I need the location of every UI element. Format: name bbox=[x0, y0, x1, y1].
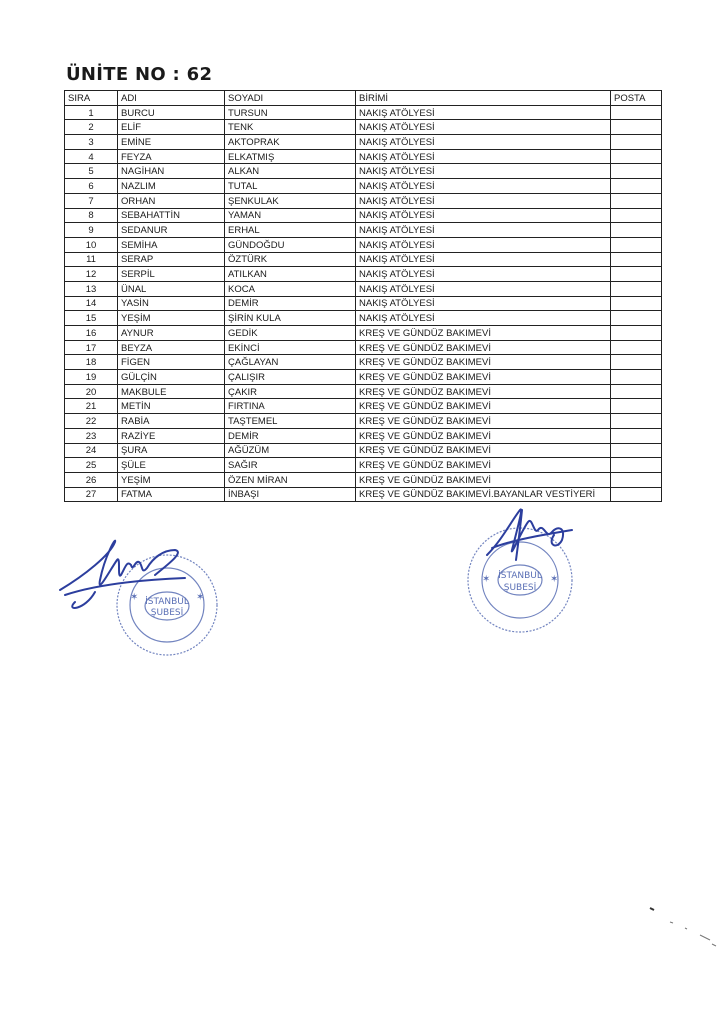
cell-sira: 24 bbox=[65, 443, 118, 458]
cell-posta bbox=[611, 296, 662, 311]
cell-birimi: NAKIŞ ATÖLYESİ bbox=[356, 193, 611, 208]
cell-birimi: KREŞ VE GÜNDÜZ BAKIMEVİ bbox=[356, 458, 611, 473]
right-signature-stamp bbox=[462, 500, 592, 650]
cell-posta bbox=[611, 458, 662, 473]
cell-posta bbox=[611, 105, 662, 120]
cell-soyadi: ATILKAN bbox=[225, 267, 356, 282]
document-title: ÜNİTE NO : 62 bbox=[66, 64, 213, 85]
cell-adi: ÜNAL bbox=[118, 281, 225, 296]
cell-adi: ELİF bbox=[118, 120, 225, 135]
cell-posta bbox=[611, 326, 662, 341]
cell-soyadi: SAĞIR bbox=[225, 458, 356, 473]
scan-artifact-marks bbox=[640, 900, 720, 950]
cell-birimi: KREŞ VE GÜNDÜZ BAKIMEVİ bbox=[356, 326, 611, 341]
cell-posta bbox=[611, 252, 662, 267]
table-header-row bbox=[65, 91, 662, 106]
cell-soyadi: İNBAŞI bbox=[225, 487, 356, 502]
table-row bbox=[65, 355, 662, 370]
cell-soyadi: TURSUN bbox=[225, 105, 356, 120]
cell-adi: GÜLÇİN bbox=[118, 370, 225, 385]
left-stamp-star-icon: ✶ bbox=[130, 592, 139, 603]
cell-adi: SEBAHATTİN bbox=[118, 208, 225, 223]
cell-adi: YASİN bbox=[118, 296, 225, 311]
header-birimi: BİRİMİ bbox=[356, 91, 611, 106]
cell-adi: FATMA bbox=[118, 487, 225, 502]
cell-birimi: KREŞ VE GÜNDÜZ BAKIMEVİ bbox=[356, 414, 611, 429]
table-row bbox=[65, 370, 662, 385]
cell-posta bbox=[611, 179, 662, 194]
cell-sira: 10 bbox=[65, 237, 118, 252]
table-row bbox=[65, 399, 662, 414]
cell-birimi: NAKIŞ ATÖLYESİ bbox=[356, 281, 611, 296]
cell-adi: NAZLIM bbox=[118, 179, 225, 194]
cell-adi: FİGEN bbox=[118, 355, 225, 370]
table-row bbox=[65, 149, 662, 164]
cell-sira: 20 bbox=[65, 384, 118, 399]
cell-adi: NAGİHAN bbox=[118, 164, 225, 179]
table-row bbox=[65, 458, 662, 473]
cell-birimi: NAKIŞ ATÖLYESİ bbox=[356, 267, 611, 282]
cell-posta bbox=[611, 281, 662, 296]
table-row bbox=[65, 267, 662, 282]
cell-posta bbox=[611, 208, 662, 223]
cell-birimi: NAKIŞ ATÖLYESİ bbox=[356, 208, 611, 223]
cell-adi: SEDANUR bbox=[118, 223, 225, 238]
cell-birimi: KREŞ VE GÜNDÜZ BAKIMEVİ.BAYANLAR VESTİYERİ bbox=[356, 487, 611, 502]
cell-soyadi: ŞİRİN KULA bbox=[225, 311, 356, 326]
cell-posta bbox=[611, 384, 662, 399]
table-row bbox=[65, 281, 662, 296]
cell-sira: 23 bbox=[65, 428, 118, 443]
right-stamp-star-icon: ✶ bbox=[550, 574, 559, 585]
cell-sira: 17 bbox=[65, 340, 118, 355]
cell-adi: RABİA bbox=[118, 414, 225, 429]
cell-soyadi: ÇAKIR bbox=[225, 384, 356, 399]
header-sira: SIRA bbox=[65, 91, 118, 106]
cell-adi: BEYZA bbox=[118, 340, 225, 355]
table-body bbox=[65, 105, 662, 502]
right-stamp-branch-line2: ŞUBESİ bbox=[503, 583, 537, 593]
cell-posta bbox=[611, 443, 662, 458]
cell-sira: 19 bbox=[65, 370, 118, 385]
right-stamp-branch-line1: İSTANBUL bbox=[498, 571, 542, 581]
cell-birimi: KREŞ VE GÜNDÜZ BAKIMEVİ bbox=[356, 340, 611, 355]
cell-posta bbox=[611, 193, 662, 208]
cell-birimi: NAKIŞ ATÖLYESİ bbox=[356, 120, 611, 135]
table-row bbox=[65, 340, 662, 355]
right-stamp-star-icon: ✶ bbox=[482, 574, 491, 585]
cell-birimi: NAKIŞ ATÖLYESİ bbox=[356, 311, 611, 326]
table-row bbox=[65, 105, 662, 120]
roster-table bbox=[64, 90, 662, 502]
cell-sira: 12 bbox=[65, 267, 118, 282]
cell-birimi: KREŞ VE GÜNDÜZ BAKIMEVİ bbox=[356, 384, 611, 399]
table-row bbox=[65, 208, 662, 223]
cell-birimi: NAKIŞ ATÖLYESİ bbox=[356, 149, 611, 164]
cell-posta bbox=[611, 414, 662, 429]
left-stamp-branch-line1: İSTANBUL bbox=[145, 597, 189, 607]
cell-birimi: KREŞ VE GÜNDÜZ BAKIMEVİ bbox=[356, 355, 611, 370]
cell-soyadi: DEMİR bbox=[225, 428, 356, 443]
header-adi: ADI bbox=[118, 91, 225, 106]
table-row bbox=[65, 237, 662, 252]
cell-posta bbox=[611, 135, 662, 150]
cell-adi: METİN bbox=[118, 399, 225, 414]
cell-birimi: KREŞ VE GÜNDÜZ BAKIMEVİ bbox=[356, 428, 611, 443]
cell-sira: 26 bbox=[65, 472, 118, 487]
cell-posta bbox=[611, 399, 662, 414]
cell-birimi: NAKIŞ ATÖLYESİ bbox=[356, 252, 611, 267]
cell-sira: 15 bbox=[65, 311, 118, 326]
cell-adi: FEYZA bbox=[118, 149, 225, 164]
cell-soyadi: ŞENKULAK bbox=[225, 193, 356, 208]
cell-adi: YEŞİM bbox=[118, 311, 225, 326]
cell-sira: 8 bbox=[65, 208, 118, 223]
cell-adi: ORHAN bbox=[118, 193, 225, 208]
cell-birimi: NAKIŞ ATÖLYESİ bbox=[356, 164, 611, 179]
table-row bbox=[65, 472, 662, 487]
cell-birimi: NAKIŞ ATÖLYESİ bbox=[356, 223, 611, 238]
cell-sira: 14 bbox=[65, 296, 118, 311]
cell-soyadi: DEMİR bbox=[225, 296, 356, 311]
cell-adi: SERPİL bbox=[118, 267, 225, 282]
left-stamp-star-icon: ✶ bbox=[196, 592, 205, 603]
cell-birimi: NAKIŞ ATÖLYESİ bbox=[356, 179, 611, 194]
cell-sira: 4 bbox=[65, 149, 118, 164]
cell-birimi: NAKIŞ ATÖLYESİ bbox=[356, 237, 611, 252]
cell-posta bbox=[611, 355, 662, 370]
table-row bbox=[65, 326, 662, 341]
cell-birimi: NAKIŞ ATÖLYESİ bbox=[356, 296, 611, 311]
table-row bbox=[65, 296, 662, 311]
cell-adi: MAKBULE bbox=[118, 384, 225, 399]
table-row bbox=[65, 311, 662, 326]
cell-soyadi: AKTOPRAK bbox=[225, 135, 356, 150]
cell-sira: 27 bbox=[65, 487, 118, 502]
cell-adi: ŞURA bbox=[118, 443, 225, 458]
table-row bbox=[65, 223, 662, 238]
cell-soyadi: GÜNDOĞDU bbox=[225, 237, 356, 252]
left-stamp-branch-line2: ŞUBESİ bbox=[150, 608, 184, 618]
cell-soyadi: AĞÜZÜM bbox=[225, 443, 356, 458]
cell-sira: 25 bbox=[65, 458, 118, 473]
cell-sira: 3 bbox=[65, 135, 118, 150]
cell-sira: 5 bbox=[65, 164, 118, 179]
cell-sira: 9 bbox=[65, 223, 118, 238]
cell-sira: 21 bbox=[65, 399, 118, 414]
header-soyadi: SOYADI bbox=[225, 91, 356, 106]
cell-adi: ŞÜLE bbox=[118, 458, 225, 473]
cell-soyadi: ELKATMIŞ bbox=[225, 149, 356, 164]
cell-adi: SEMİHA bbox=[118, 237, 225, 252]
cell-soyadi: ÖZTÜRK bbox=[225, 252, 356, 267]
table-row bbox=[65, 179, 662, 194]
cell-sira: 18 bbox=[65, 355, 118, 370]
cell-adi: RAZİYE bbox=[118, 428, 225, 443]
cell-soyadi: ÇAĞLAYAN bbox=[225, 355, 356, 370]
cell-sira: 1 bbox=[65, 105, 118, 120]
cell-sira: 13 bbox=[65, 281, 118, 296]
left-signature-stamp bbox=[55, 520, 230, 670]
cell-adi: BURCU bbox=[118, 105, 225, 120]
cell-adi: EMİNE bbox=[118, 135, 225, 150]
cell-birimi: KREŞ VE GÜNDÜZ BAKIMEVİ bbox=[356, 472, 611, 487]
cell-sira: 11 bbox=[65, 252, 118, 267]
cell-posta bbox=[611, 120, 662, 135]
cell-soyadi: GEDİK bbox=[225, 326, 356, 341]
cell-posta bbox=[611, 340, 662, 355]
cell-birimi: KREŞ VE GÜNDÜZ BAKIMEVİ bbox=[356, 399, 611, 414]
table-row bbox=[65, 443, 662, 458]
table-row bbox=[65, 193, 662, 208]
cell-posta bbox=[611, 370, 662, 385]
cell-posta bbox=[611, 164, 662, 179]
cell-birimi: NAKIŞ ATÖLYESİ bbox=[356, 105, 611, 120]
table-row bbox=[65, 252, 662, 267]
cell-adi: AYNUR bbox=[118, 326, 225, 341]
table-row bbox=[65, 164, 662, 179]
cell-posta bbox=[611, 472, 662, 487]
table-row bbox=[65, 384, 662, 399]
cell-soyadi: FIRTINA bbox=[225, 399, 356, 414]
cell-posta bbox=[611, 428, 662, 443]
cell-sira: 16 bbox=[65, 326, 118, 341]
cell-soyadi: TENK bbox=[225, 120, 356, 135]
table-row bbox=[65, 120, 662, 135]
cell-soyadi: TUTAL bbox=[225, 179, 356, 194]
cell-soyadi: TAŞTEMEL bbox=[225, 414, 356, 429]
cell-soyadi: ERHAL bbox=[225, 223, 356, 238]
cell-birimi: KREŞ VE GÜNDÜZ BAKIMEVİ bbox=[356, 370, 611, 385]
cell-sira: 2 bbox=[65, 120, 118, 135]
right-signature-stroke bbox=[487, 509, 572, 560]
cell-sira: 6 bbox=[65, 179, 118, 194]
cell-soyadi: ÖZEN MİRAN bbox=[225, 472, 356, 487]
header-posta: POSTA bbox=[611, 91, 662, 106]
cell-posta bbox=[611, 223, 662, 238]
cell-adi: YEŞİM bbox=[118, 472, 225, 487]
table-row bbox=[65, 428, 662, 443]
cell-posta bbox=[611, 237, 662, 252]
cell-soyadi: KOCA bbox=[225, 281, 356, 296]
cell-soyadi: ÇALIŞIR bbox=[225, 370, 356, 385]
cell-posta bbox=[611, 487, 662, 502]
cell-posta bbox=[611, 267, 662, 282]
cell-soyadi: ALKAN bbox=[225, 164, 356, 179]
cell-birimi: NAKIŞ ATÖLYESİ bbox=[356, 135, 611, 150]
cell-sira: 22 bbox=[65, 414, 118, 429]
cell-posta bbox=[611, 149, 662, 164]
cell-posta bbox=[611, 311, 662, 326]
cell-soyadi: EKİNCİ bbox=[225, 340, 356, 355]
cell-soyadi: YAMAN bbox=[225, 208, 356, 223]
cell-birimi: KREŞ VE GÜNDÜZ BAKIMEVİ bbox=[356, 443, 611, 458]
table-row bbox=[65, 414, 662, 429]
cell-adi: SERAP bbox=[118, 252, 225, 267]
table-row bbox=[65, 135, 662, 150]
cell-sira: 7 bbox=[65, 193, 118, 208]
